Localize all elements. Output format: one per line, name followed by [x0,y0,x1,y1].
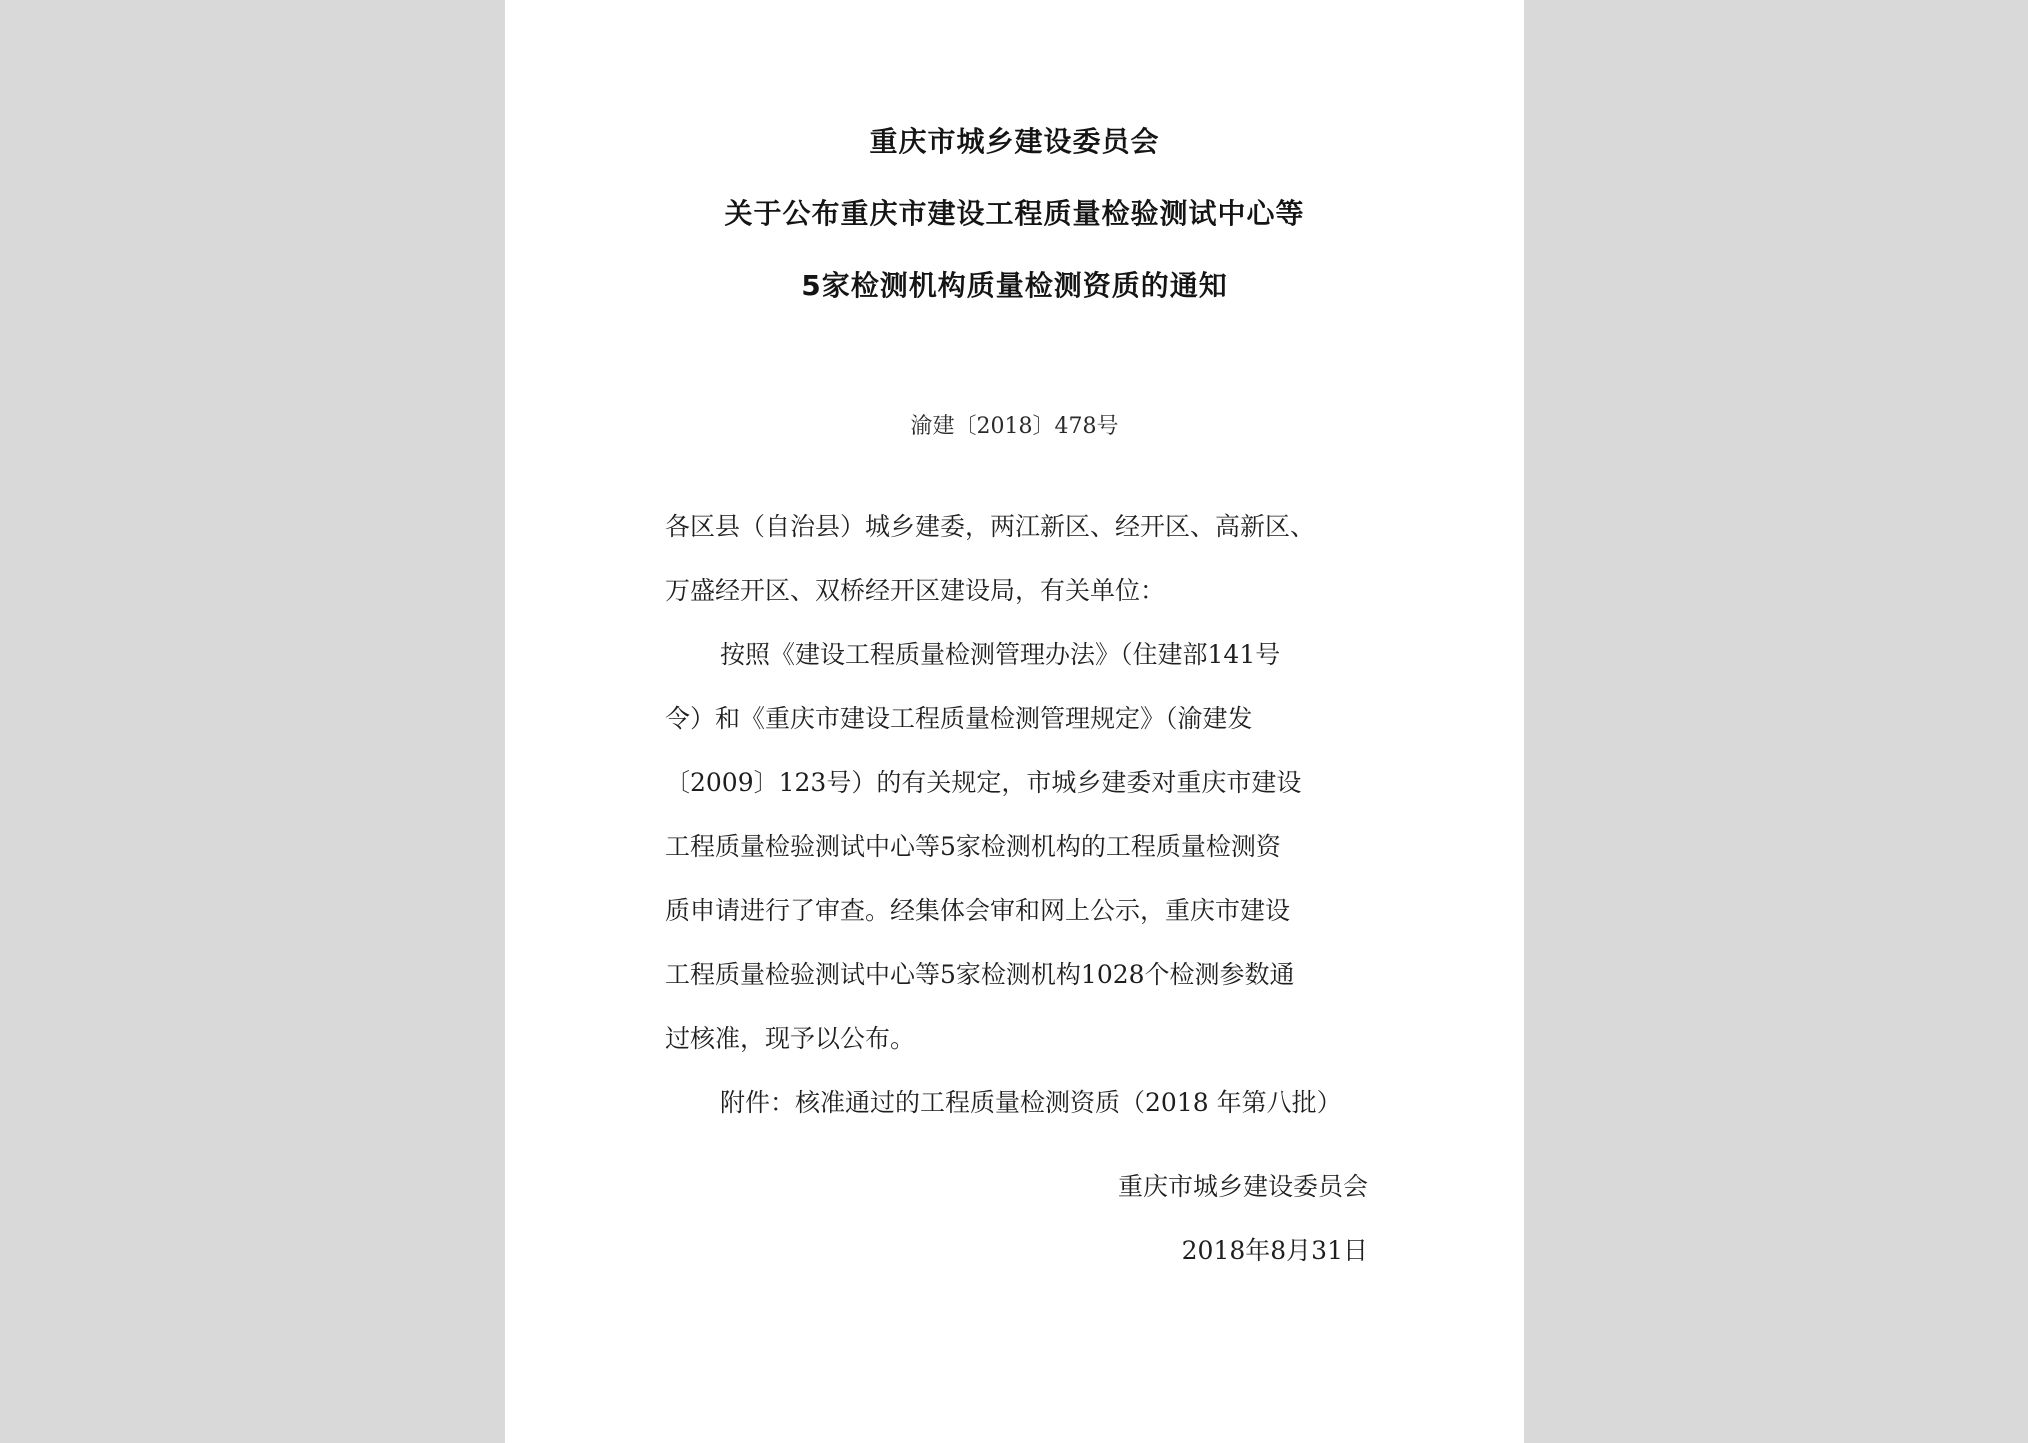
body-line: 过核准，现予以公布。 [665,1024,916,1053]
document-number: 渝建〔2018〕478号 [910,414,1119,439]
body-line: 工程质量检验测试中心等5家检测机构的工程质量检测资 [665,832,1281,861]
document-title-line-1: 重庆市城乡建设委员会 [869,125,1160,158]
signature-date: 2018年8月31日 [1181,1236,1368,1265]
body-line: 工程质量检验测试中心等5家检测机构1028个检测参数通 [665,960,1295,989]
body-line: 质申请进行了审查。经集体会审和网上公示，重庆市建设 [665,896,1291,925]
body-line: 〔2009〕123号）的有关规定，市城乡建委对重庆市建设 [665,768,1302,797]
document-page [505,0,1524,1443]
body-line: 令）和《重庆市建设工程质量检测管理规定》（渝建发 [665,704,1253,733]
body-line: 按照《建设工程质量检测管理办法》（住建部141号 [720,640,1281,669]
document-title-line-2: 关于公布重庆市建设工程质量检验测试中心等 [724,197,1305,230]
body-line: 万盛经开区、双桥经开区建设局，有关单位： [665,576,1166,605]
body-line: 各区县（自治县）城乡建委，两江新区、经开区、高新区、 [665,512,1316,541]
attachment-line: 附件：核准通过的工程质量检测资质（2018 年第八批） [720,1088,1342,1117]
document-title-line-3: 5家检测机构质量检测资质的通知 [801,269,1228,302]
signature-organization: 重庆市城乡建设委员会 [1117,1172,1368,1201]
